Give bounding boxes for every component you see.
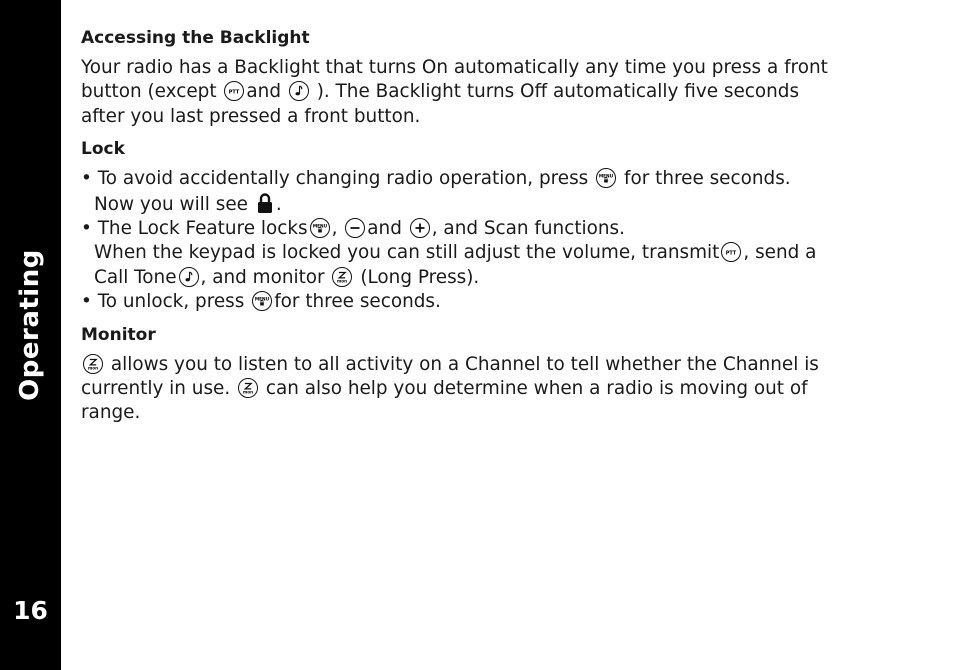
monitor-icon [238, 378, 258, 398]
svg-text:MENU: MENU [255, 297, 270, 303]
svg-text:PTT: PTT [229, 89, 240, 96]
music-note-icon [289, 81, 309, 101]
backlight-paragraph: Your radio has a Backlight that turns On automatically any time you press a front button (except PTT and ). The Backlight turns Off automatically five seconds after you last pressed a front button. [81, 57, 828, 127]
svg-text:mon: mon [87, 365, 99, 371]
monitor-paragraph: mon allows you to listen to all activity on a Channel to tell whether the Channel is currently in use. mon can also help you determine when a radio is moving out of range. [81, 353, 819, 424]
minus-icon [345, 218, 365, 238]
page-content [81, 26, 881, 426]
lock-heading: Lock [81, 139, 125, 160]
ptt-icon [224, 81, 244, 101]
backlight-heading: Accessing the Backlight [81, 28, 310, 48]
monitor-icon [83, 354, 103, 374]
list-item: • To unlock, press MENU for three seconds. [81, 291, 441, 313]
padlock-icon [257, 192, 273, 214]
list-item: • The Lock Feature locks MENU , and , and Scan functions. When the keypad is locked you can still adjust the volume, transmit PTT , send a Call Tone , and monitor mon (Long Press). [81, 218, 817, 288]
menu-icon [596, 168, 616, 188]
svg-text:MENU: MENU [312, 224, 327, 230]
sidebar-tab [0, 0, 61, 670]
svg-text:PTT: PTT [726, 250, 737, 257]
monitor-heading: Monitor [81, 324, 156, 345]
svg-text:mon: mon [243, 389, 254, 395]
list-item: • To avoid accidentally changing radio operation, press MENU for three seconds. Now you will see . [81, 168, 791, 215]
music-note-icon [179, 267, 199, 287]
monitor-icon [332, 267, 352, 287]
svg-text:mon: mon [337, 278, 348, 284]
ptt-icon [721, 242, 741, 262]
page-number: 16 [13, 596, 48, 625]
svg-text:MENU: MENU [598, 174, 614, 180]
section-title: Operating [15, 249, 45, 401]
lock-list [81, 167, 881, 314]
menu-icon [310, 218, 330, 238]
menu-icon [252, 291, 272, 311]
plus-icon [410, 218, 430, 238]
